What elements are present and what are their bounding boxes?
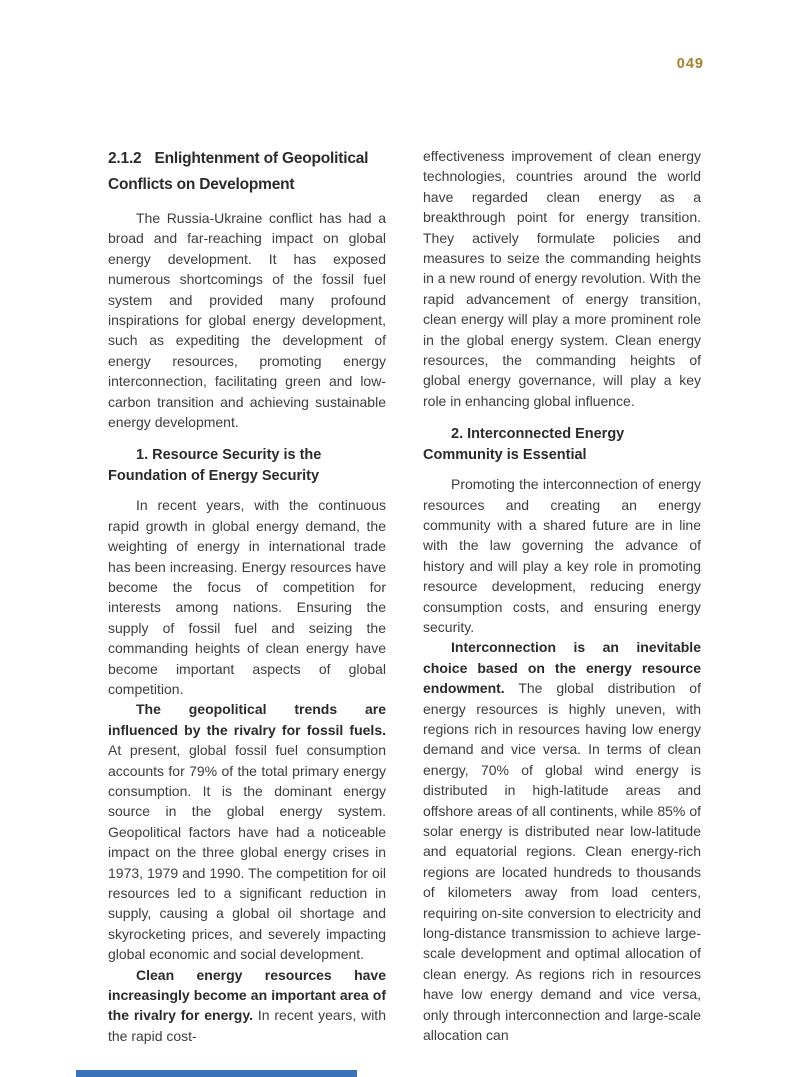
paragraph-geopolitical-trends-rest: At present, global fossil fuel consumption accounts for 79% of the total primary energy consumption. It is the dominant energy source in the global energy system. Geopolitical factors have had a noticeable impact on the three global energy crises in 1973, 1979 and 1990. The competition for oil resources led to a significant reduction in supply, causing a global oil shortage and skyrocketing prices, and severely impacting global economic and social development. [108, 742, 386, 963]
footer-accent-bar [76, 1070, 357, 1077]
section-title: Enlightenment of Geopolitical Conflicts on Development [108, 150, 369, 193]
paragraph-clean-energy-rivalry-rest: In recent years, with the rapid cost- [108, 1007, 386, 1044]
subsection-heading-resource-security: 1. Resource Security is the Foundation of Energy Security [108, 447, 322, 484]
section-number: 2.1.2 [108, 150, 142, 167]
paragraph-interconnection-choice [423, 637, 701, 1045]
left-column [108, 146, 386, 1046]
content-columns [108, 146, 702, 1046]
paragraph-interconnection-choice-rest: The global distribution of energy resources is highly uneven, with regions rich in resources having low energy demand and vice versa. In terms of clean energy, 70% of global wind energy is distributed in high-latitude areas and offshore areas of all continents, while 85% of solar energy is distributed near low-latitude and equatorial regions. Clean energy-rich regions are located hundreds to thousands of kilometers away from load centers, requiring on-site conversion to electricity and long-distance transmission to achieve large-scale development and optimal allocation of clean energy. As regions rich in resources have low energy demand and vice versa, only through interconnection and large-scale allocation can [423, 680, 701, 1044]
section-heading [108, 146, 400, 198]
bold-lead-interconnection-choice: Interconnection is an inevitable choice based on the energy resource endowment. [423, 639, 701, 697]
paragraph-promoting-interconnection: Promoting the interconnection of energy resources and creating an energy community with a shared future are in line with the law governing the advance of history and will play a key role in promoting resource development, reducing energy consumption costs, and ensuring energy security. [423, 476, 701, 635]
paragraph-recent-years: In recent years, with the continuous rapid growth in global energy demand, the weighting of energy in international trade has been increasing. Energy resources have become the focus of competition for interests among nations. Ensuring the supply of fossil fuel and seizing the commanding heights of clean energy have become important aspects of global competition. [108, 497, 386, 697]
bold-lead-geopolitical-trends: The geopolitical trends are influenced by the rivalry for fossil fuels. [108, 701, 386, 738]
paragraph-effectiveness-continuation: effectiveness improvement of clean energy technologies, countries around the world have regarded clean energy as a breakthrough point for energy transition. They actively formulate policies and measures to seize the commanding heights in a new round of energy revolution. With the rapid advancement of energy transition, clean energy will play a more prominent role in the global energy system. Clean energy resources, the commanding heights of global energy governance, will play a key role in enhancing global influence. [423, 148, 701, 409]
bold-lead-clean-energy-rivalry: Clean energy resources have increasingly become an important area of the rivalry for energy. [108, 966, 386, 1024]
paragraph-clean-energy-rivalry [108, 965, 386, 1047]
paragraph-geopolitical-trends [108, 699, 386, 964]
subsection-heading-energy-community: 2. Interconnected Energy Community is Essential [423, 426, 625, 463]
page-number: 049 [676, 56, 704, 72]
paragraph-russia-ukraine: The Russia-Ukraine conflict has had a broad and far-reaching impact on global energy development. It has exposed numerous shortcomings of the fossil fuel system and provided many profound inspirations for global energy development, such as expediting the development of energy resources, promoting energy interconnection, facilitating green and low-carbon transition and achieving sustainable energy development. [108, 210, 386, 431]
right-column [423, 146, 701, 1046]
